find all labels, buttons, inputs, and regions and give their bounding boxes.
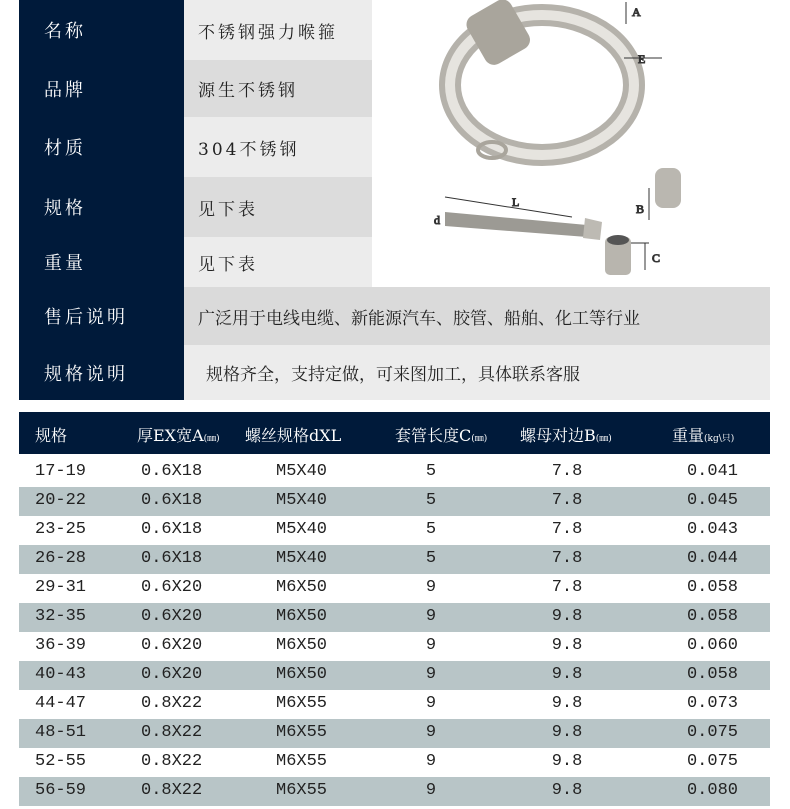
cell-weight: 0.043 <box>686 520 738 539</box>
cell-spec: 20-22 <box>35 491 87 510</box>
cell-thickness-width: 0.8X22 <box>141 694 203 713</box>
cell-nut-across-flats: 9.8 <box>551 752 583 771</box>
cell-weight: 0.075 <box>686 752 738 771</box>
dimension-label-b: B <box>636 202 645 216</box>
cell-nut-across-flats: 9.8 <box>551 723 583 742</box>
cell-sleeve-length: 5 <box>425 491 437 510</box>
cell-thickness-width: 0.6X20 <box>141 578 203 597</box>
cell-spec: 29-31 <box>35 578 87 597</box>
table-row <box>19 603 770 632</box>
spec-label: 售后说明 <box>44 307 128 328</box>
table-row <box>19 748 770 777</box>
table-row <box>19 661 770 690</box>
spec-value: 源生不锈钢 <box>184 60 372 117</box>
header-screw-spec: 螺丝规格dXL <box>245 426 342 445</box>
cell-spec: 52-55 <box>35 752 87 771</box>
cell-screw-spec: M5X40 <box>276 520 328 539</box>
cell-screw-spec: M5X40 <box>276 491 328 510</box>
cell-sleeve-length: 9 <box>425 752 437 771</box>
table-header <box>19 412 770 454</box>
cell-weight: 0.058 <box>686 665 738 684</box>
header-weight: 重量(kg\只) <box>672 426 735 445</box>
table-row <box>19 632 770 661</box>
cell-weight: 0.080 <box>686 781 738 800</box>
cell-spec: 44-47 <box>35 694 87 713</box>
header-nut-across-flats: 螺母对边B(㎜) <box>520 426 612 445</box>
cell-thickness-width: 0.6X18 <box>141 520 203 539</box>
cell-sleeve-length: 9 <box>425 694 437 713</box>
cell-thickness-width: 0.6X18 <box>141 491 203 510</box>
cell-weight: 0.058 <box>686 578 738 597</box>
cell-nut-across-flats: 7.8 <box>551 462 583 481</box>
dimension-label-a: A <box>632 5 641 19</box>
cell-nut-across-flats: 7.8 <box>551 491 583 510</box>
spec-label: 规格 <box>44 198 86 219</box>
header-spec: 规格 <box>35 426 68 445</box>
cell-sleeve-length: 5 <box>425 520 437 539</box>
cell-screw-spec: M6X50 <box>276 607 328 626</box>
cell-nut-across-flats: 7.8 <box>551 549 583 568</box>
cell-nut-across-flats: 7.8 <box>551 578 583 597</box>
cell-spec: 17-19 <box>35 462 87 481</box>
spec-value: 不锈钢强力喉箍 <box>184 0 372 60</box>
cell-spec: 40-43 <box>35 665 87 684</box>
cell-spec: 48-51 <box>35 723 87 742</box>
cell-sleeve-length: 9 <box>425 665 437 684</box>
table-row <box>19 458 770 487</box>
dimension-label-d: d <box>434 213 440 227</box>
cell-spec: 23-25 <box>35 520 87 539</box>
cell-screw-spec: M6X55 <box>276 752 328 771</box>
cell-spec: 36-39 <box>35 636 87 655</box>
cell-screw-spec: M6X50 <box>276 665 328 684</box>
spec-label: 规格说明 <box>44 363 128 385</box>
cell-sleeve-length: 9 <box>425 723 437 742</box>
cell-nut-across-flats: 9.8 <box>551 781 583 800</box>
cell-thickness-width: 0.8X22 <box>141 723 203 742</box>
product-image <box>372 0 770 287</box>
cell-thickness-width: 0.6X18 <box>141 549 203 568</box>
spec-value: 见下表 <box>184 177 372 237</box>
table-row <box>19 719 770 748</box>
cell-thickness-width: 0.6X18 <box>141 462 203 481</box>
table-row <box>19 516 770 545</box>
cell-thickness-width: 0.8X22 <box>141 752 203 771</box>
cell-screw-spec: M6X50 <box>276 636 328 655</box>
header-sleeve-length: 套管长度C(㎜) <box>395 426 488 445</box>
table-row <box>19 545 770 574</box>
dimension-label-c: C <box>652 251 661 265</box>
cell-weight: 0.058 <box>686 607 738 626</box>
cell-spec: 56-59 <box>35 781 87 800</box>
spec-label: 重量 <box>44 253 86 274</box>
table-row <box>19 690 770 719</box>
spec-label: 名称 <box>44 21 86 42</box>
cell-sleeve-length: 9 <box>425 607 437 626</box>
cell-thickness-width: 0.6X20 <box>141 665 203 684</box>
cell-weight: 0.060 <box>686 636 738 655</box>
table-row <box>19 487 770 516</box>
spec-value: 见下表 <box>184 237 372 287</box>
cell-nut-across-flats: 9.8 <box>551 607 583 626</box>
spec-value: 广泛用于电线电缆、新能源汽车、胶管、船舶、化工等行业 <box>184 287 770 345</box>
cell-weight: 0.041 <box>686 462 738 481</box>
cell-screw-spec: M5X40 <box>276 462 328 481</box>
cell-thickness-width: 0.6X20 <box>141 636 203 655</box>
table-row <box>19 574 770 603</box>
cell-sleeve-length: 5 <box>425 549 437 568</box>
cell-thickness-width: 0.8X22 <box>141 781 203 800</box>
cell-nut-across-flats: 7.8 <box>551 520 583 539</box>
cell-nut-across-flats: 9.8 <box>551 636 583 655</box>
cell-thickness-width: 0.6X20 <box>141 607 203 626</box>
cell-nut-across-flats: 9.8 <box>551 694 583 713</box>
cell-screw-spec: M6X55 <box>276 781 328 800</box>
cell-weight: 0.045 <box>686 491 738 510</box>
cell-sleeve-length: 9 <box>425 636 437 655</box>
spec-label: 品牌 <box>44 79 86 101</box>
cell-spec: 32-35 <box>35 607 87 626</box>
spec-value: 规格齐全，支持定做，可来图加工，具体联系客服 <box>184 345 770 400</box>
header-thickness-width: 厚EX宽A(㎜) <box>137 426 220 445</box>
cell-screw-spec: M5X40 <box>276 549 328 568</box>
cell-spec: 26-28 <box>35 549 87 568</box>
spec-label: 材质 <box>44 138 86 159</box>
cell-weight: 0.073 <box>686 694 738 713</box>
cell-nut-across-flats: 9.8 <box>551 665 583 684</box>
dimension-label-e: E <box>638 52 646 66</box>
cell-sleeve-length: 9 <box>425 578 437 597</box>
cell-screw-spec: M6X55 <box>276 694 328 713</box>
cell-sleeve-length: 5 <box>425 462 437 481</box>
cell-screw-spec: M6X55 <box>276 723 328 742</box>
cell-weight: 0.044 <box>686 549 738 568</box>
cell-sleeve-length: 9 <box>425 781 437 800</box>
table-row <box>19 777 770 806</box>
cell-weight: 0.075 <box>686 723 738 742</box>
spec-value: 304不锈钢 <box>184 117 372 177</box>
dimension-label-l: L <box>512 195 520 209</box>
cell-screw-spec: M6X50 <box>276 578 328 597</box>
